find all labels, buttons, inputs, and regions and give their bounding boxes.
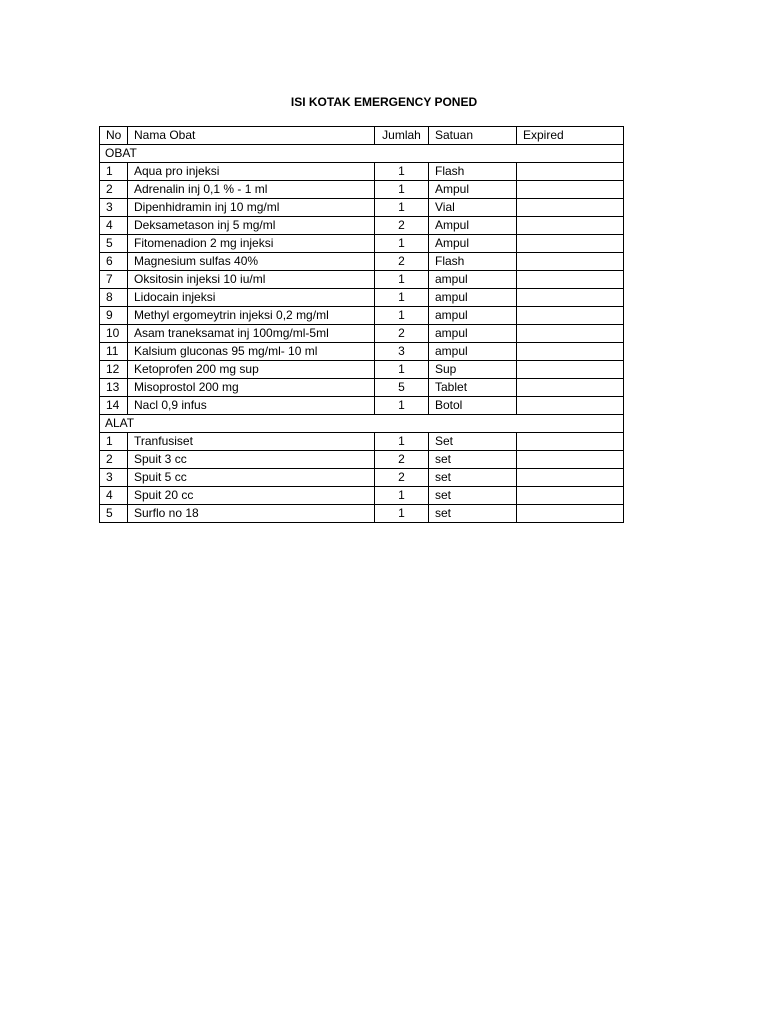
table-row xyxy=(100,325,624,343)
cell-satuan: Tablet xyxy=(429,379,517,397)
cell-no: 1 xyxy=(100,163,128,181)
table-row xyxy=(100,361,624,379)
cell-expired xyxy=(517,433,624,451)
section-label: ALAT xyxy=(100,415,624,433)
cell-expired xyxy=(517,487,624,505)
cell-no: 1 xyxy=(100,433,128,451)
cell-satuan: set xyxy=(429,487,517,505)
cell-nama-obat: Ketoprofen 200 mg sup xyxy=(128,361,375,379)
cell-jumlah: 1 xyxy=(375,487,429,505)
cell-nama-obat: Kalsium gluconas 95 mg/ml- 10 ml xyxy=(128,343,375,361)
header-row xyxy=(100,127,624,145)
cell-satuan: ampul xyxy=(429,343,517,361)
table-row xyxy=(100,307,624,325)
cell-jumlah: 1 xyxy=(375,397,429,415)
table-row xyxy=(100,487,624,505)
cell-nama-obat: Spuit 3 cc xyxy=(128,451,375,469)
cell-no: 11 xyxy=(100,343,128,361)
section-row xyxy=(100,415,624,433)
table-row xyxy=(100,217,624,235)
cell-no: 7 xyxy=(100,271,128,289)
cell-satuan: ampul xyxy=(429,271,517,289)
cell-no: 5 xyxy=(100,505,128,523)
cell-no: 12 xyxy=(100,361,128,379)
cell-jumlah: 2 xyxy=(375,253,429,271)
cell-jumlah: 1 xyxy=(375,199,429,217)
cell-no: 6 xyxy=(100,253,128,271)
cell-nama-obat: Methyl ergomeytrin injeksi 0,2 mg/ml xyxy=(128,307,375,325)
cell-expired xyxy=(517,271,624,289)
cell-expired xyxy=(517,379,624,397)
cell-satuan: set xyxy=(429,505,517,523)
cell-expired xyxy=(517,307,624,325)
cell-satuan: Flash xyxy=(429,163,517,181)
cell-nama-obat: Surflo no 18 xyxy=(128,505,375,523)
cell-satuan: Ampul xyxy=(429,235,517,253)
cell-nama-obat: Tranfusiset xyxy=(128,433,375,451)
cell-expired xyxy=(517,505,624,523)
cell-expired xyxy=(517,217,624,235)
cell-satuan: set xyxy=(429,451,517,469)
cell-satuan: Vial xyxy=(429,199,517,217)
header-expired: Expired xyxy=(517,127,624,145)
cell-no: 2 xyxy=(100,181,128,199)
header-jumlah: Jumlah xyxy=(375,127,429,145)
document-title: ISI KOTAK EMERGENCY PONED xyxy=(290,95,478,109)
cell-jumlah: 1 xyxy=(375,505,429,523)
table-row xyxy=(100,433,624,451)
cell-expired xyxy=(517,235,624,253)
cell-nama-obat: Lidocain injeksi xyxy=(128,289,375,307)
cell-nama-obat: Spuit 20 cc xyxy=(128,487,375,505)
table-row xyxy=(100,469,624,487)
cell-satuan: Flash xyxy=(429,253,517,271)
cell-jumlah: 2 xyxy=(375,325,429,343)
cell-satuan: Ampul xyxy=(429,217,517,235)
cell-jumlah: 2 xyxy=(375,217,429,235)
table-row xyxy=(100,451,624,469)
cell-no: 4 xyxy=(100,217,128,235)
table-row xyxy=(100,163,624,181)
table-row xyxy=(100,397,624,415)
cell-jumlah: 2 xyxy=(375,451,429,469)
section-row xyxy=(100,145,624,163)
cell-no: 4 xyxy=(100,487,128,505)
header-satuan: Satuan xyxy=(429,127,517,145)
table-row xyxy=(100,343,624,361)
header-no: No xyxy=(100,127,128,145)
cell-jumlah: 5 xyxy=(375,379,429,397)
cell-expired xyxy=(517,289,624,307)
cell-satuan: set xyxy=(429,469,517,487)
cell-no: 2 xyxy=(100,451,128,469)
cell-satuan: ampul xyxy=(429,325,517,343)
cell-no: 10 xyxy=(100,325,128,343)
table-row xyxy=(100,199,624,217)
table-row xyxy=(100,379,624,397)
cell-nama-obat: Spuit 5 cc xyxy=(128,469,375,487)
cell-nama-obat: Nacl 0,9 infus xyxy=(128,397,375,415)
cell-satuan: ampul xyxy=(429,289,517,307)
cell-jumlah: 1 xyxy=(375,271,429,289)
cell-expired xyxy=(517,253,624,271)
cell-no: 14 xyxy=(100,397,128,415)
cell-nama-obat: Adrenalin inj 0,1 % - 1 ml xyxy=(128,181,375,199)
cell-satuan: Ampul xyxy=(429,181,517,199)
cell-expired xyxy=(517,325,624,343)
cell-expired xyxy=(517,469,624,487)
cell-jumlah: 1 xyxy=(375,163,429,181)
cell-nama-obat: Fitomenadion 2 mg injeksi xyxy=(128,235,375,253)
cell-jumlah: 1 xyxy=(375,361,429,379)
cell-satuan: Sup xyxy=(429,361,517,379)
cell-satuan: ampul xyxy=(429,307,517,325)
cell-no: 9 xyxy=(100,307,128,325)
cell-no: 3 xyxy=(100,199,128,217)
table-row xyxy=(100,289,624,307)
cell-nama-obat: Oksitosin injeksi 10 iu/ml xyxy=(128,271,375,289)
table-row xyxy=(100,271,624,289)
table-row xyxy=(100,235,624,253)
cell-expired xyxy=(517,163,624,181)
cell-nama-obat: Dipenhidramin inj 10 mg/ml xyxy=(128,199,375,217)
cell-jumlah: 1 xyxy=(375,307,429,325)
cell-jumlah: 1 xyxy=(375,235,429,253)
cell-no: 13 xyxy=(100,379,128,397)
cell-nama-obat: Magnesium sulfas 40% xyxy=(128,253,375,271)
cell-expired xyxy=(517,361,624,379)
cell-expired xyxy=(517,451,624,469)
cell-nama-obat: Aqua pro injeksi xyxy=(128,163,375,181)
cell-jumlah: 1 xyxy=(375,181,429,199)
table-row xyxy=(100,181,624,199)
cell-jumlah: 3 xyxy=(375,343,429,361)
cell-nama-obat: Misoprostol 200 mg xyxy=(128,379,375,397)
table-header xyxy=(100,127,624,145)
cell-no: 5 xyxy=(100,235,128,253)
table-row xyxy=(100,253,624,271)
cell-expired xyxy=(517,397,624,415)
cell-satuan: Set xyxy=(429,433,517,451)
table-body xyxy=(100,145,624,523)
cell-nama-obat: Deksametason inj 5 mg/ml xyxy=(128,217,375,235)
cell-jumlah: 1 xyxy=(375,289,429,307)
cell-jumlah: 1 xyxy=(375,433,429,451)
cell-satuan: Botol xyxy=(429,397,517,415)
header-nama-obat: Nama Obat xyxy=(128,127,375,145)
cell-expired xyxy=(517,199,624,217)
cell-expired xyxy=(517,343,624,361)
inventory-table xyxy=(99,126,624,523)
cell-jumlah: 2 xyxy=(375,469,429,487)
table-row xyxy=(100,505,624,523)
cell-no: 3 xyxy=(100,469,128,487)
cell-expired xyxy=(517,181,624,199)
cell-nama-obat: Asam traneksamat inj 100mg/ml-5ml xyxy=(128,325,375,343)
section-label: OBAT xyxy=(100,145,624,163)
cell-no: 8 xyxy=(100,289,128,307)
